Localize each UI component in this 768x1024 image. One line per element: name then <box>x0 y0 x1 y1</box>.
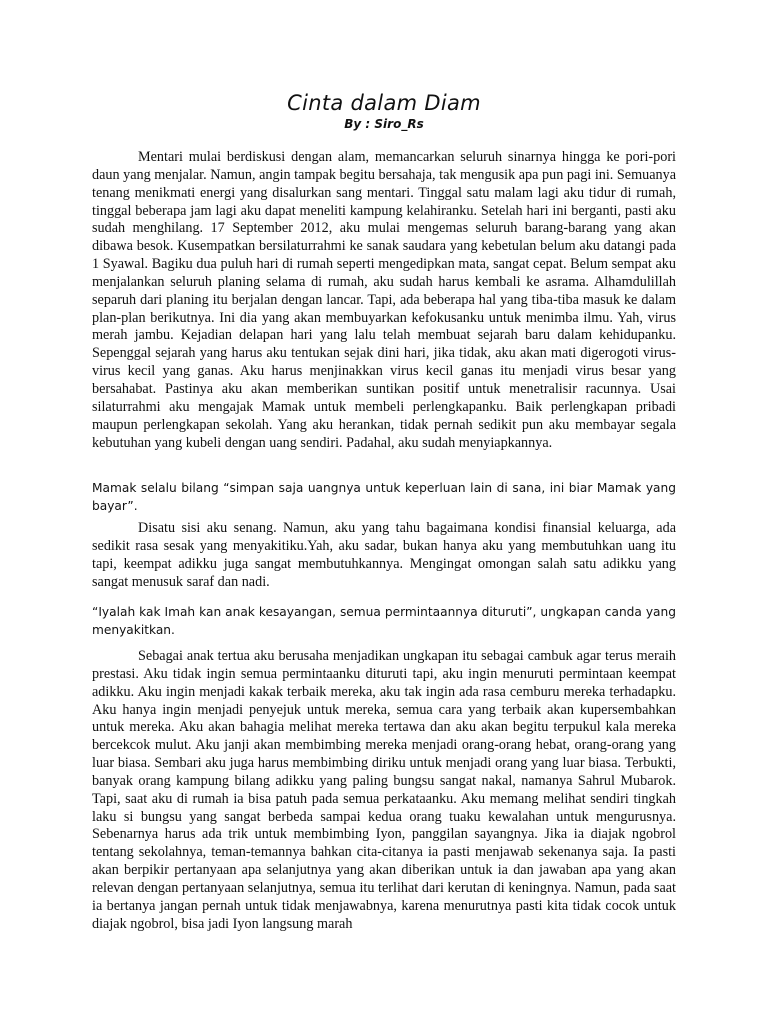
paragraph-1: Mentari mulai berdiskusi dengan alam, memancarkan seluruh sinarnya hingga ke pori-pori daun yang menjalar. Namun, angin tampak begitu bersahaja, tak mengusik apa pun pagi ini. Semuanya tenang menikmati energi yang disalurkan sang mentari. Tinggal satu malam lagi aku tidur di rumah, tinggal beberapa jam lagi aku dapat meneliti kampung kelahiranku. Setelah hari ini berganti, pasti aku sudah menghilang. 17 September 2012, aku mulai mengemas seluruh barang-barang yang akan dibawa besok. Kusempatkan bersilaturrahmi ke sanak saudara yang kebetulan belum aku datangi pada 1 Syawal. Bagiku dua puluh hari di rumah seperti mengedipkan mata, sangat cepat. Belum sempat aku menjalankan seluruh planing selama di rumah, aku sudah harus kembali ke asrama. Alhamdulillah separuh dari planing itu berjalan dengan lancar. Tapi, ada beberapa hal yang tiba-tiba masuk ke dalam plan-plan berikutnya. Ini dia yang akan membuyarkan kefokusanku untuk menimba ilmu. Yah, virus merah jambu. Kejadian delapan hari yang lalu telah membuat sejarah baru dalam kehidupanku. Sepenggal sejarah yang harus aku tentukan sejak dini hari, jika tidak, aku akan mati digerogoti virus-virus kecil yang ganas. Aku harus menjinakkan virus kecil ganas itu menjadi virus besar yang bersahabat. Pastinya aku akan memberikan suntikan positif untuk menetralisir racunnya. Usai silaturrahmi aku mengajak Mamak untuk membeli perlengkapanku. Baik perlengkapan pribadi maupun perlengkapan sekolah. Yang aku herankan, tidak pernah sedikit pun aku membayar segala kebutuhan yang kubeli dengan uang sendiri. Padahal, aku sudah menyiapkannya. <box>92 149 676 451</box>
paragraph-2: Disatu sisi aku senang. Namun, aku yang tahu bagaimana kondisi finansial keluarga, ada sedikit rasa sesak yang menyakitiku.Yah, aku sadar, bukan hanya aku yang membutuhkan uang itu tapi, keempat adikku juga sangat membutuhkannya. Mengingat omongan salah satu adikku yang sangat menusuk saraf dan nadi. <box>92 520 676 590</box>
author-byline: By : Siro_Rs <box>344 117 424 131</box>
quote-1: Mamak selalu bilang “simpan saja uangnya untuk keperluan lain di sana, ini biar Mamak yang bayar”. <box>92 481 676 513</box>
paragraph-3: Sebagai anak tertua aku berusaha menjadikan ungkapan itu sebagai cambuk agar terus meraih prestasi. Aku tidak ingin semua permintaanku dituruti tapi, aku ingin menuruti permintaan keempat adikku. Aku ingin menjadi kakak terbaik mereka, aku tak ingin ada rasa cemburu mereka terhadapku. Aku hanya ingin menjadi penyejuk untuk mereka, semua cara yang terbaik akan kupersembahkan untuk mereka. Aku akan bahagia melihat mereka tertawa dan aku akan begitu terpukul kala mereka bercekcok mulut. Aku janji akan membimbing mereka menjadi orang-orang hebat, orang-orang yang luar biasa. Sembari aku juga harus membimbing diriku untuk menjadi orang yang luar biasa. Terbukti, banyak orang kampung bilang adikku yang paling bungsu sangat nakal, namanya Sahrul Mubarok. Tapi, saat aku di rumah ia bisa patuh pada semua perkataanku. Aku memang melihat sendiri tingkah laku si bungsu yang sangat berbeda sampai kedua orang tuaku kewalahan untuk mengurusnya. Sebenarnya harus ada trik untuk membimbing Iyon, panggilan sayangnya. Jika ia diajak ngobrol tentang sekolahnya, teman-temannya bahkan cita-citanya ia pasti menjawab sekenanya saja. Ia pasti akan berpikir pertanyaan apa selanjutnya yang akan diberikan untuk ia dan jawaban apa yang akan relevan dengan pertanyaan selanjutnya, semua itu terlihat dari kerutan di keningnya. Namun, pada saat ia bertanya jangan pernah untuk tidak menjawabnya, karena menurutnya pasti kita tidak cocok untuk diajak ngobrol, bisa jadi Iyon langsung marah <box>92 648 676 932</box>
quote-2: “Iyalah kak Imah kan anak kesayangan, semua permintaannya dituruti”, ungkapan canda yang menyakitkan. <box>92 605 676 637</box>
document-title: Cinta dalam Diam <box>287 91 481 115</box>
